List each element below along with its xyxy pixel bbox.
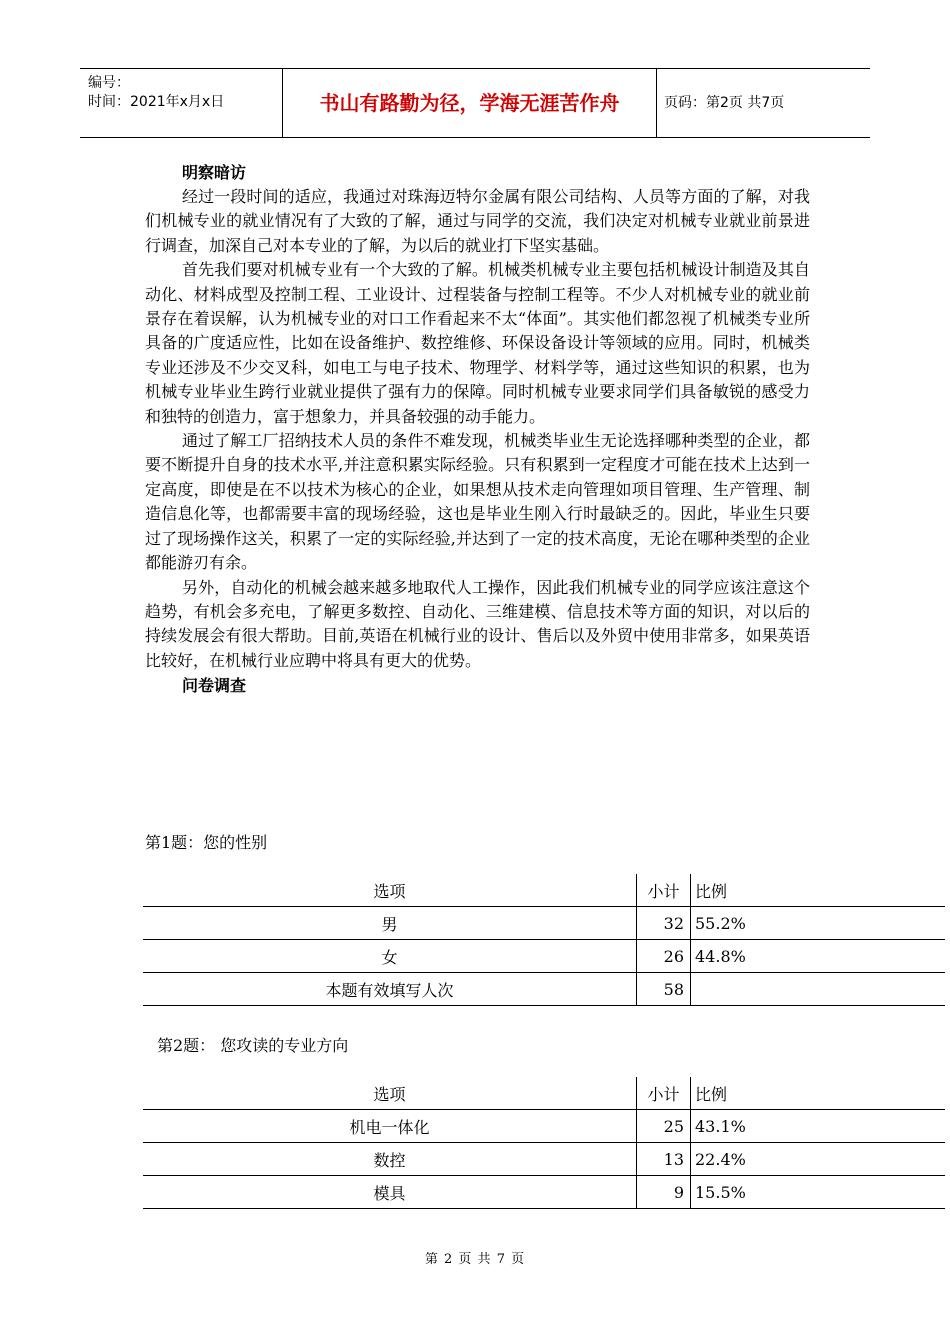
row-option: 女 <box>143 940 637 973</box>
table-row <box>143 940 945 973</box>
row-option: 数控 <box>143 1143 637 1176</box>
q1-title: 第1题：您的性别 <box>145 833 268 852</box>
row-option: 机电一体化 <box>143 1110 637 1143</box>
total-count: 58 <box>637 973 691 1006</box>
paragraph-4: 另外，自动化的机械会越来越多地取代人工操作，因此我们机械专业的同学应该注意这个趋势，有机会多充电，了解更多数控、自动化、三维建模、信息技术等方面的知识，对以后的持续发展会有很大帮助。目前,英语在机械行业的设计、售后以及外贸中使用非常多，如果英语比较好，在机械行业应聘中将具有更大的优势。 <box>145 577 810 670</box>
paragraph-3: 通过了解工厂招纳技术人员的条件不难发现，机械类毕业生无论选择哪种类型的企业，都要不断提升自身的技术水平,并注意积累实际经验。只有积累到一定程度才可能在技术上达到一定高度，即使是在不以技术为核心的企业，如果想从技术走向管理如项目管理、生产管理、制造信息化等，也都需要丰富的现场经验，这也是毕业生刚入行时最缺乏的。因此，毕业生只要过了现场操作这关，积累了一定的实际经验,并达到了一定的技术高度，无论在哪种类型的企业都能游刃有余。 <box>145 431 810 573</box>
page-footer: 第 2 页 共 7 页 <box>424 1252 526 1267</box>
row-ratio: 44.8% <box>691 940 946 973</box>
row-ratio: 22.4% <box>691 1143 946 1176</box>
header-count: 小计 <box>637 874 691 907</box>
header-meta <box>80 69 283 137</box>
section-heading-survey: 问卷调查 <box>182 676 247 696</box>
page-header <box>80 68 870 138</box>
header-ratio: 比例 <box>691 874 946 907</box>
table-row <box>143 1110 945 1143</box>
paragraph-1: 经过一段时间的适应，我通过对珠海迈特尔金属有限公司结构、人员等方面的了解，对我们机械专业的就业情况有了大致的了解，通过与同学的交流，我们决定对机械专业就业前景进行调查，加深自己对本专业的了解，为以后的就业打下坚实基础。 <box>145 187 810 255</box>
row-count: 9 <box>637 1176 691 1209</box>
table-header-row <box>143 874 945 907</box>
header-motto: 书山有路勤为径，学海无涯苦作舟 <box>283 69 657 137</box>
document-body <box>145 160 810 698</box>
row-option: 男 <box>143 907 637 940</box>
row-ratio: 43.1% <box>691 1110 946 1143</box>
doc-number-label: 编号： <box>88 75 130 91</box>
row-ratio: 15.5% <box>691 1176 946 1209</box>
header-option: 选项 <box>143 874 637 907</box>
total-ratio <box>691 973 946 1006</box>
date-label: 时间：2021年x月x日 <box>88 94 225 110</box>
header-count: 小计 <box>637 1077 691 1110</box>
table-total-row <box>143 973 945 1006</box>
total-label: 本题有效填写人次 <box>143 973 637 1006</box>
row-count: 13 <box>637 1143 691 1176</box>
header-ratio: 比例 <box>691 1077 946 1110</box>
table-row <box>143 907 945 940</box>
paragraph-2: 首先我们要对机械专业有一个大致的了解。机械类机械专业主要包括机械设计制造及其自动化、材料成型及控制工程、工业设计、过程装备与控制工程等。不少人对机械专业的就业前景存在着误解，认为机械专业的对口工作看起来不太“体面”。其实他们都忽视了机械类专业所具备的广度适应性，比如在设备维护、数控维修、环保设备设计等领域的应用。同时，机械类专业还涉及不少交叉科，如电工与电子技术、物理学、材料学等，通过这些知识的积累，也为机械专业毕业生跨行业就业提供了强有力的保障。同时机械专业要求同学们具备敏锐的感受力和独特的创造力，富于想象力，并具备较强的动手能力。 <box>145 260 810 426</box>
q2-table <box>143 1077 945 1209</box>
table-header-row <box>143 1077 945 1110</box>
row-ratio: 55.2% <box>691 907 946 940</box>
table-row <box>143 1176 945 1209</box>
row-count: 25 <box>637 1110 691 1143</box>
table-row <box>143 1143 945 1176</box>
header-option: 选项 <box>143 1077 637 1110</box>
section-heading-investigation: 明察暗访 <box>182 163 247 182</box>
header-page-info: 页码：第2页 共7页 <box>664 95 785 111</box>
row-count: 26 <box>637 940 691 973</box>
q2-title: 第2题： 您攻读的专业方向 <box>157 1036 349 1055</box>
q1-table <box>143 874 945 1006</box>
row-option: 模具 <box>143 1176 637 1209</box>
row-count: 32 <box>637 907 691 940</box>
